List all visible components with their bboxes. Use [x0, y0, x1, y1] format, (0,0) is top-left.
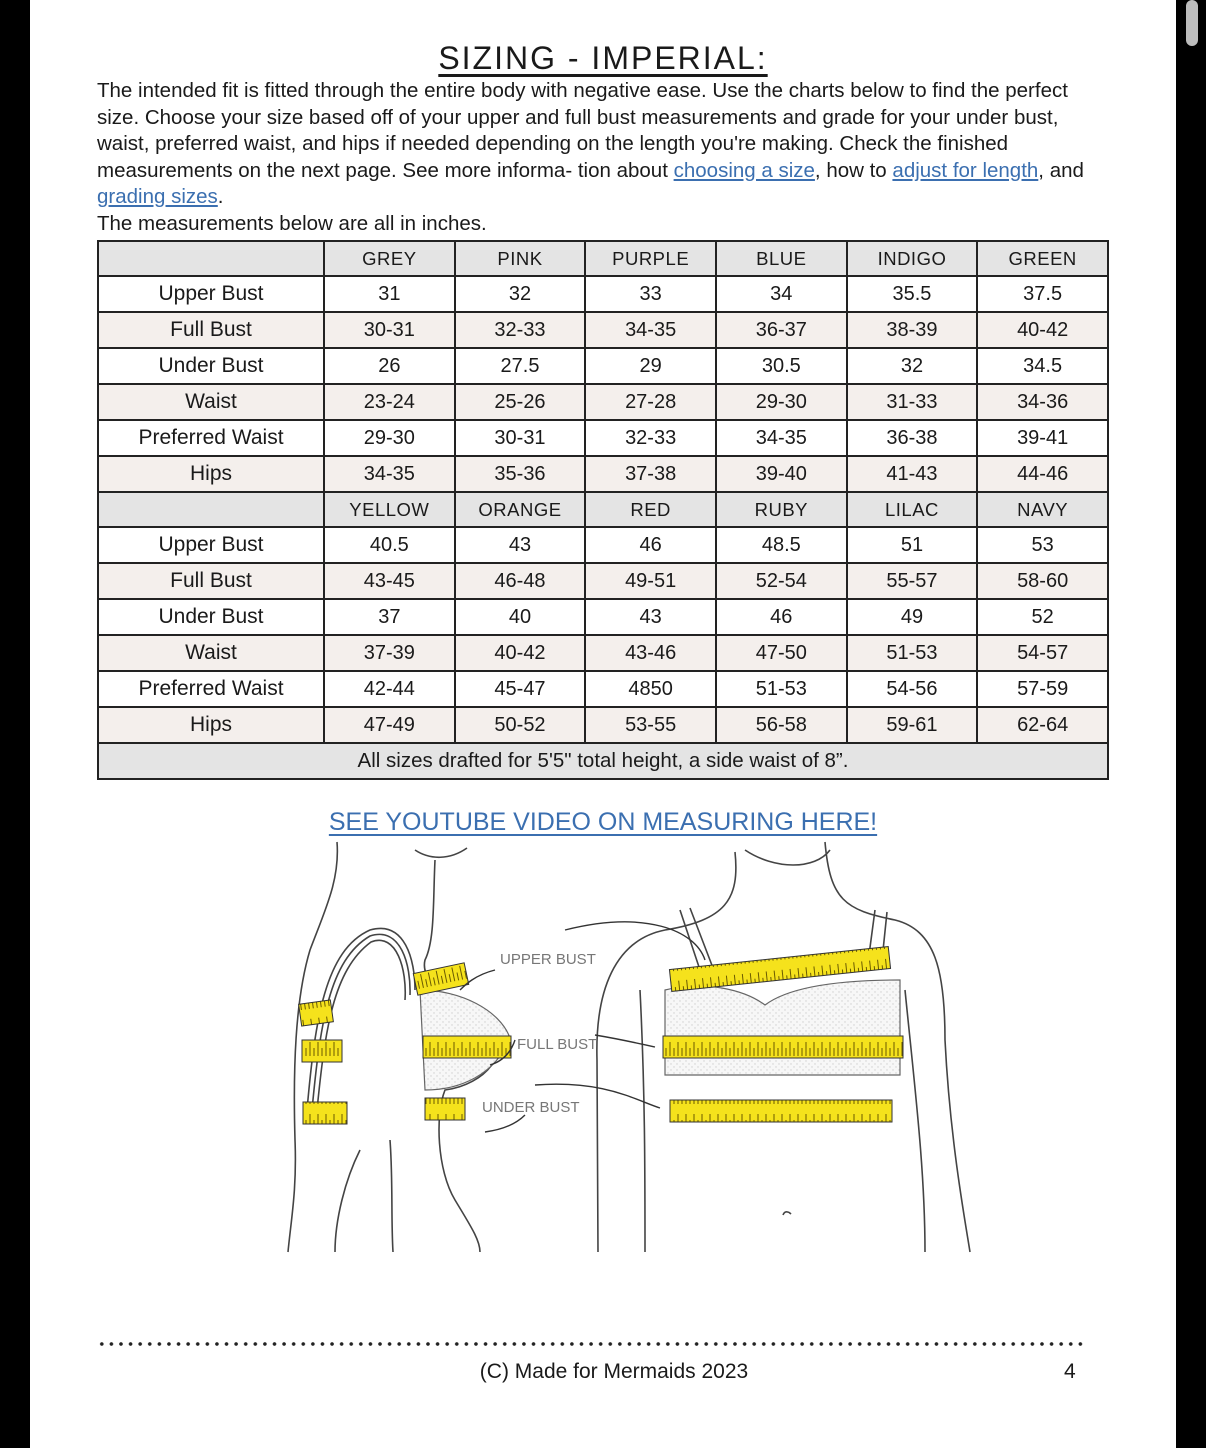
- measurement-value: 30-31: [455, 420, 586, 456]
- measurement-value: 40.5: [324, 527, 455, 563]
- intro-text-1: The intended fit is fitted through the entire body with negative ease. Use the charts below to find the perfect size. Choose your size based off of your upper and full bust measurements and grade for your under bust, waist, preferred waist, and hips if needed depending on the length you're making. Check the finished measurements on the next page. See more informa- tion about: [97, 79, 1068, 182]
- choosing-a-size-link[interactable]: choosing a size: [673, 158, 815, 182]
- side-strap-inner: [317, 940, 405, 1110]
- measurement-label: Waist: [98, 384, 324, 420]
- measurement-value: 43: [585, 599, 716, 635]
- arrow-under-left: [485, 1115, 525, 1132]
- measurement-value: 53: [977, 527, 1108, 563]
- size-name-pink: PINK: [455, 241, 586, 276]
- front-tape-full: [663, 1036, 903, 1058]
- measurement-value: 43-45: [324, 563, 455, 599]
- side-tape-arm-2: [302, 1040, 342, 1062]
- table-row: [98, 527, 1108, 563]
- size-header-row: [98, 492, 1108, 527]
- front-navel: [783, 1212, 791, 1215]
- front-arm-left: [640, 990, 645, 1252]
- measurement-value: 40: [455, 599, 586, 635]
- measuring-illustration: [285, 840, 975, 1255]
- measurement-value: 32-33: [585, 420, 716, 456]
- grading-sizes-link[interactable]: grading sizes: [97, 185, 218, 208]
- measurement-value: 51-53: [716, 671, 847, 707]
- measurement-value: 29: [585, 348, 716, 384]
- measurement-value: 54-56: [847, 671, 978, 707]
- measurement-label: Under Bust: [98, 599, 324, 635]
- measurement-value: 41-43: [847, 456, 978, 492]
- table-row: [98, 312, 1108, 348]
- measurement-value: 40-42: [455, 635, 586, 671]
- measurement-value: 42-44: [324, 671, 455, 707]
- footer-divider: [97, 1338, 1087, 1350]
- measurement-value: 4850: [585, 671, 716, 707]
- table-row: [98, 707, 1108, 743]
- measurement-value: 30.5: [716, 348, 847, 384]
- intro-text-4: .: [217, 185, 224, 208]
- measurement-value: 35-36: [455, 456, 586, 492]
- copyright-footer: (C) Made for Mermaids 2023: [479, 1360, 749, 1383]
- front-tape-under: [670, 1100, 892, 1122]
- measurement-value: 56-58: [716, 707, 847, 743]
- side-tape-arm-3: [303, 1102, 347, 1124]
- size-chart-table: [97, 240, 1109, 780]
- measurement-value: 55-57: [847, 563, 978, 599]
- table-row: [98, 276, 1108, 312]
- header-blank-cell: [98, 241, 324, 276]
- size-name-navy: NAVY: [977, 492, 1108, 527]
- table-row: [98, 348, 1108, 384]
- measurement-label: Hips: [98, 707, 324, 743]
- measurement-value: 51: [847, 527, 978, 563]
- side-figure-neck: [415, 848, 467, 857]
- units-note: The measurements below are all in inches.: [97, 211, 487, 235]
- table-row: [98, 384, 1108, 420]
- measurement-value: 37.5: [977, 276, 1108, 312]
- measurement-value: 26: [324, 348, 455, 384]
- measurement-value: 29-30: [716, 384, 847, 420]
- table-row: [98, 420, 1108, 456]
- measurement-value: 39-41: [977, 420, 1108, 456]
- measurement-value: 32: [847, 348, 978, 384]
- measurement-value: 30-31: [324, 312, 455, 348]
- size-name-lilac: LILAC: [847, 492, 978, 527]
- measurement-value: 59-61: [847, 707, 978, 743]
- measurement-value: 44-46: [977, 456, 1108, 492]
- measurement-value: 43: [455, 527, 586, 563]
- measurement-value: 53-55: [585, 707, 716, 743]
- measurement-label: Full Bust: [98, 563, 324, 599]
- side-tape-under: [425, 1098, 465, 1120]
- measurement-value: 46-48: [455, 563, 586, 599]
- page-title: SIZING - IMPERIAL:: [438, 40, 768, 76]
- measurement-value: 47-49: [324, 707, 455, 743]
- intro-text-3: , and: [1038, 158, 1084, 182]
- side-tape-arm-1: [299, 1000, 334, 1026]
- table-row: [98, 563, 1108, 599]
- size-name-purple: PURPLE: [585, 241, 716, 276]
- size-name-orange: ORANGE: [455, 492, 586, 527]
- measurement-value: 31: [324, 276, 455, 312]
- measurement-value: 38-39: [847, 312, 978, 348]
- table-row: [98, 671, 1108, 707]
- measurement-value: 23-24: [324, 384, 455, 420]
- measurement-value: 27-28: [585, 384, 716, 420]
- height-note: All sizes drafted for 5'5" total height, a side waist of 8”.: [98, 743, 1108, 779]
- size-header-row: [98, 241, 1108, 276]
- measurement-value: 54-57: [977, 635, 1108, 671]
- measurement-value: 45-47: [455, 671, 586, 707]
- measurement-value: 43-46: [585, 635, 716, 671]
- measurement-value: 31-33: [847, 384, 978, 420]
- measurement-value: 46: [716, 599, 847, 635]
- measurement-value: 34: [716, 276, 847, 312]
- measurement-value: 51-53: [847, 635, 978, 671]
- measurement-label: Upper Bust: [98, 276, 324, 312]
- measurement-label: Full Bust: [98, 312, 324, 348]
- size-name-red: RED: [585, 492, 716, 527]
- measurement-value: 49-51: [585, 563, 716, 599]
- measurement-value: 62-64: [977, 707, 1108, 743]
- front-bra: [665, 980, 900, 1075]
- front-neck: [745, 850, 830, 865]
- side-arm-2: [390, 1140, 393, 1252]
- size-name-yellow: YELLOW: [324, 492, 455, 527]
- measurement-value: 29-30: [324, 420, 455, 456]
- size-name-green: GREEN: [977, 241, 1108, 276]
- measurement-value: 37: [324, 599, 455, 635]
- measurement-value: 40-42: [977, 312, 1108, 348]
- measurement-value: 37-38: [585, 456, 716, 492]
- label-full-bust: FULL BUST: [517, 1036, 598, 1053]
- page-number: 4: [1064, 1360, 1076, 1383]
- measurement-value: 47-50: [716, 635, 847, 671]
- measurement-label: Waist: [98, 635, 324, 671]
- measurement-value: 36-37: [716, 312, 847, 348]
- arrow-full-right: [595, 1035, 655, 1047]
- measurement-label: Hips: [98, 456, 324, 492]
- measurement-value: 27.5: [455, 348, 586, 384]
- youtube-video-link[interactable]: SEE YOUTUBE VIDEO ON MEASURING HERE!: [328, 808, 878, 836]
- measurement-value: 34-35: [585, 312, 716, 348]
- adjust-for-length-link[interactable]: adjust for length: [892, 158, 1039, 182]
- header-blank-cell: [98, 492, 324, 527]
- measurement-value: 58-60: [977, 563, 1108, 599]
- table-row: [98, 599, 1108, 635]
- measurement-value: 49: [847, 599, 978, 635]
- size-name-indigo: INDIGO: [847, 241, 978, 276]
- measurement-value: 32: [455, 276, 586, 312]
- measurement-value: 34-35: [324, 456, 455, 492]
- measurement-value: 35.5: [847, 276, 978, 312]
- measurement-value: 39-40: [716, 456, 847, 492]
- measurement-value: 25-26: [455, 384, 586, 420]
- measurement-value: 48.5: [716, 527, 847, 563]
- measurement-value: 57-59: [977, 671, 1108, 707]
- size-name-grey: GREY: [324, 241, 455, 276]
- label-under-bust: UNDER BUST: [482, 1099, 580, 1116]
- measurement-value: 52: [977, 599, 1108, 635]
- table-note-row: [98, 743, 1108, 779]
- table-row: [98, 456, 1108, 492]
- size-name-ruby: RUBY: [716, 492, 847, 527]
- measurement-value: 34-36: [977, 384, 1108, 420]
- measurement-value: 34-35: [716, 420, 847, 456]
- measurement-label: Preferred Waist: [98, 420, 324, 456]
- intro-paragraph: [97, 78, 1107, 237]
- measurement-label: Preferred Waist: [98, 671, 324, 707]
- measurement-label: Upper Bust: [98, 527, 324, 563]
- measurement-value: 46: [585, 527, 716, 563]
- front-arm-right: [905, 990, 925, 1252]
- intro-text-2: , how to: [814, 158, 893, 182]
- side-arm: [335, 1150, 360, 1252]
- measurement-value: 37-39: [324, 635, 455, 671]
- size-name-blue: BLUE: [716, 241, 847, 276]
- table-row: [98, 635, 1108, 671]
- measurement-value: 36-38: [847, 420, 978, 456]
- measurement-value: 34.5: [977, 348, 1108, 384]
- measurement-value: 50-52: [455, 707, 586, 743]
- measurement-value: 32-33: [455, 312, 586, 348]
- measurement-value: 33: [585, 276, 716, 312]
- measurement-label: Under Bust: [98, 348, 324, 384]
- side-tape-full: [423, 1036, 511, 1058]
- measurement-value: 52-54: [716, 563, 847, 599]
- label-upper-bust: UPPER BUST: [500, 951, 596, 968]
